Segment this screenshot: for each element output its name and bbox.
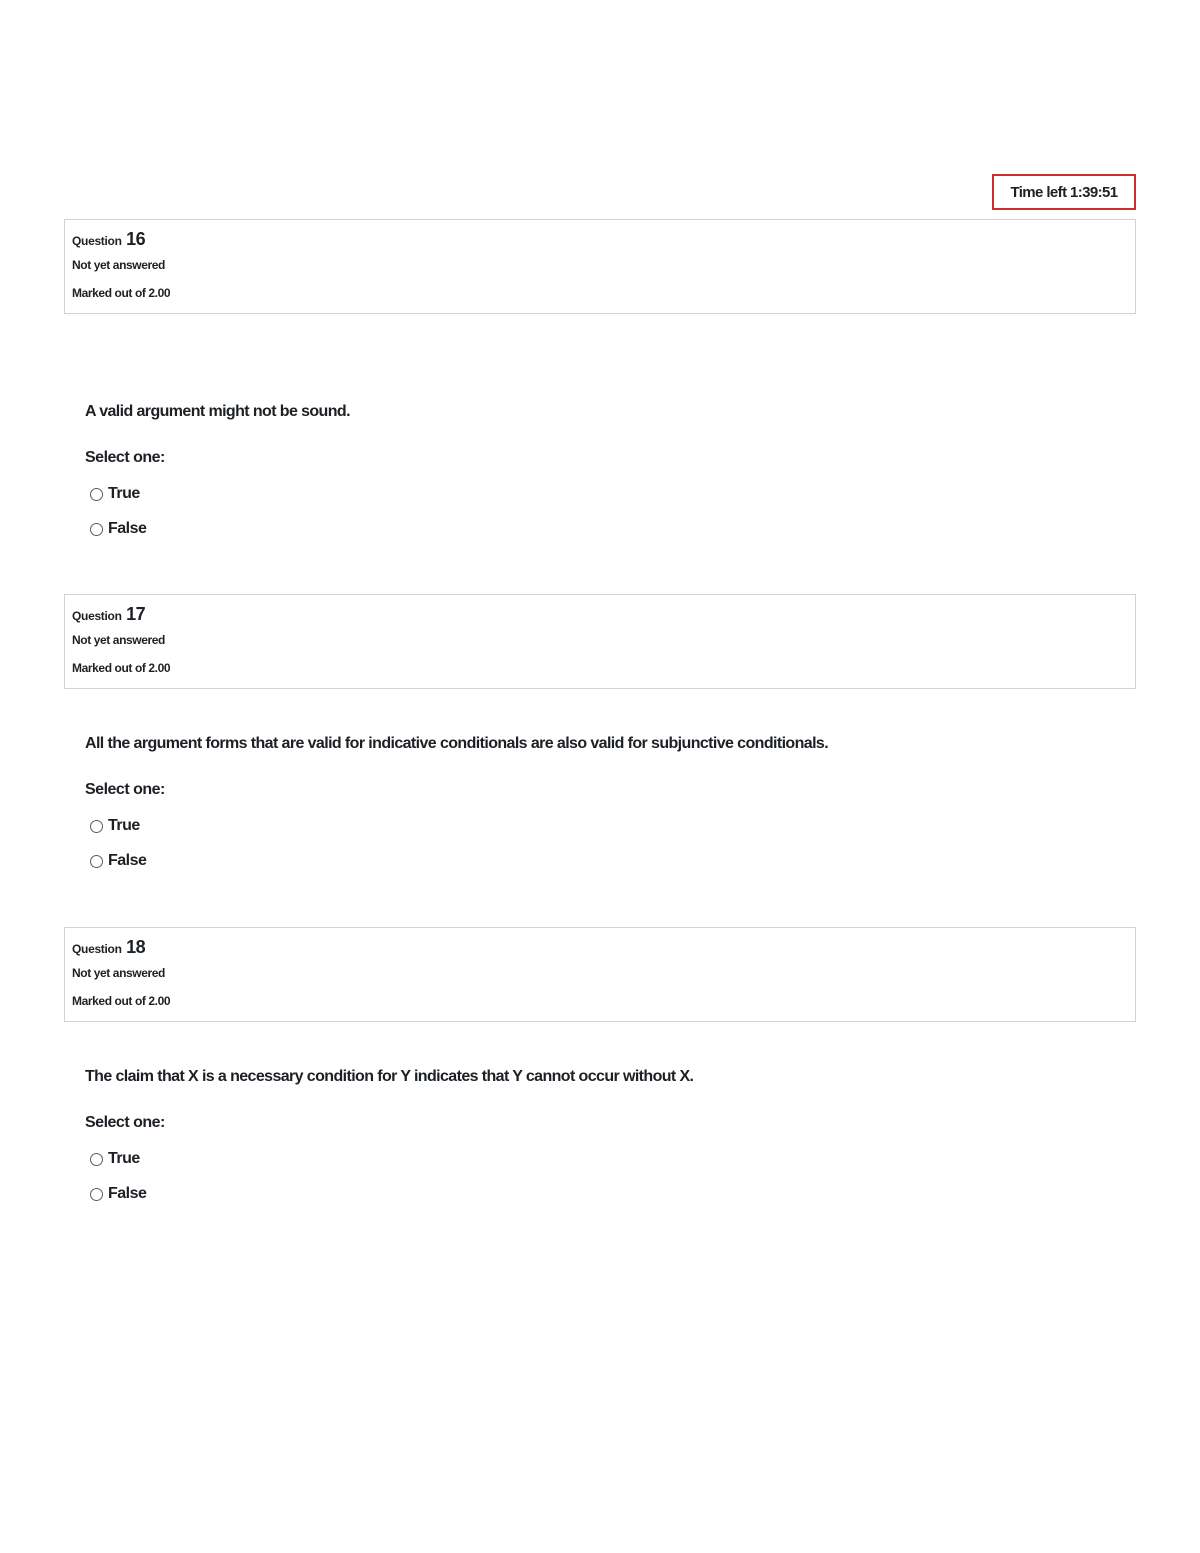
- radio-button[interactable]: [90, 523, 103, 536]
- option-label[interactable]: True: [108, 817, 140, 834]
- option-true[interactable]: [85, 482, 1125, 506]
- question-word: Question: [72, 234, 122, 248]
- option-label[interactable]: False: [108, 852, 147, 869]
- option-true[interactable]: [85, 814, 1125, 838]
- radio-button[interactable]: [90, 855, 103, 868]
- option-true[interactable]: [85, 1147, 1125, 1171]
- question-word: Question: [72, 942, 122, 956]
- question-word: Question: [72, 609, 122, 623]
- question-marks: Marked out of 2.00: [72, 286, 171, 300]
- question-16-info: [64, 219, 1136, 314]
- question-number-line: [72, 935, 1128, 959]
- option-false[interactable]: [85, 517, 1125, 541]
- radio-button[interactable]: [90, 820, 103, 833]
- question-16-content: [85, 400, 1125, 541]
- question-text: All the argument forms that are valid for indicative conditionals are also valid for subjunctive conditionals.: [85, 735, 829, 752]
- select-one-prompt: Select one:: [85, 1114, 165, 1131]
- question-17-info: [64, 594, 1136, 689]
- question-text: A valid argument might not be sound.: [85, 403, 350, 420]
- question-text: The claim that X is a necessary condition for Y indicates that Y cannot occur without X.: [85, 1068, 694, 1085]
- question-number: 16: [126, 229, 146, 249]
- radio-button[interactable]: [90, 488, 103, 501]
- question-status: Not yet answered: [72, 258, 165, 272]
- question-number: 17: [126, 604, 146, 624]
- radio-button[interactable]: [90, 1153, 103, 1166]
- question-marks: Marked out of 2.00: [72, 661, 171, 675]
- question-number-line: [72, 227, 1128, 251]
- question-number-line: [72, 602, 1128, 626]
- question-18-info: [64, 927, 1136, 1022]
- select-one-prompt: Select one:: [85, 449, 165, 466]
- quiz-timer: [992, 174, 1136, 210]
- question-18-content: [85, 1065, 1125, 1206]
- option-label[interactable]: False: [108, 520, 147, 537]
- option-label[interactable]: False: [108, 1185, 147, 1202]
- radio-button[interactable]: [90, 1188, 103, 1201]
- timer-text: Time left 1:39:51: [1010, 183, 1118, 201]
- option-false[interactable]: [85, 1182, 1125, 1206]
- question-number: 18: [126, 937, 146, 957]
- select-one-prompt: Select one:: [85, 781, 165, 798]
- question-status: Not yet answered: [72, 966, 165, 980]
- question-marks: Marked out of 2.00: [72, 994, 171, 1008]
- option-false[interactable]: [85, 849, 1125, 873]
- option-label[interactable]: True: [108, 1150, 140, 1167]
- question-status: Not yet answered: [72, 633, 165, 647]
- question-17-content: [85, 732, 1125, 873]
- option-label[interactable]: True: [108, 485, 140, 502]
